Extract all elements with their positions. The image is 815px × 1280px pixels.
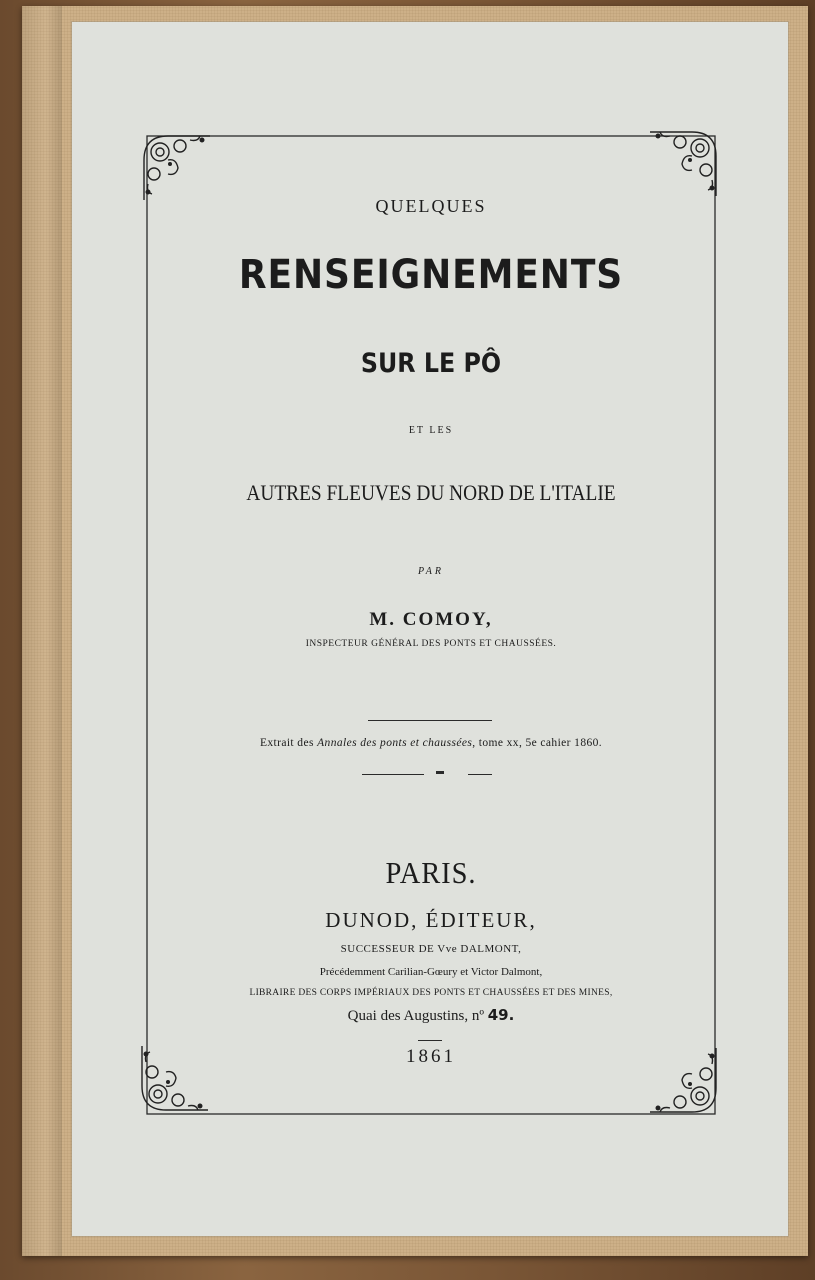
- publisher-previously: Précédemment Carilian-Gœury et Victor Dalmont,: [319, 966, 543, 978]
- publisher-successor: SUCCESSEUR DE Vve DALMONT,: [340, 943, 522, 955]
- title-line-autres-fleuves: AUTRES FLEUVES DU NORD DE L'ITALIE: [246, 480, 616, 505]
- divider-ornament: [436, 771, 444, 774]
- publisher-city: PARIS.: [385, 855, 477, 890]
- corner-ornament-icon: [648, 126, 720, 198]
- publisher-name: DUNOD, ÉDITEUR,: [325, 908, 537, 932]
- address-prefix: Quai des Augustins, nº: [347, 1008, 488, 1024]
- publication-year: 1861: [406, 1046, 456, 1067]
- extract-journal: Annales des ponts et chaussées: [317, 737, 473, 749]
- divider-rule: [368, 720, 492, 721]
- divider-rule: [468, 774, 492, 775]
- subtitle: SUR LE PÔ: [360, 348, 502, 379]
- book-spine: [22, 6, 62, 1256]
- publisher-address: [146, 1006, 716, 1025]
- extract-prefix: Extrait des: [259, 737, 318, 749]
- divider-rule: [418, 1040, 442, 1041]
- main-title: RENSEIGNEMENTS: [238, 252, 624, 298]
- extract-note: [146, 737, 716, 749]
- author-name: M. COMOY,: [369, 609, 493, 630]
- address-number: 49.: [487, 1006, 515, 1024]
- author-title: INSPECTEUR GÉNÉRAL DES PONTS ET CHAUSSÉES.: [305, 639, 557, 649]
- conjunction-line: ET LES: [408, 425, 454, 436]
- extract-suffix: , tome xx, 5e cahier 1860.: [472, 737, 603, 749]
- divider-rule: [362, 774, 424, 775]
- corner-ornament-icon: [140, 130, 212, 202]
- by-line: PAR: [417, 566, 445, 577]
- title-line-quelques: QUELQUES: [375, 196, 487, 216]
- publisher-bookseller: LIBRAIRE DES CORPS IMPÉRIAUX DES PONTS ET CHAUSSÉES ET DES MINES,: [249, 988, 613, 998]
